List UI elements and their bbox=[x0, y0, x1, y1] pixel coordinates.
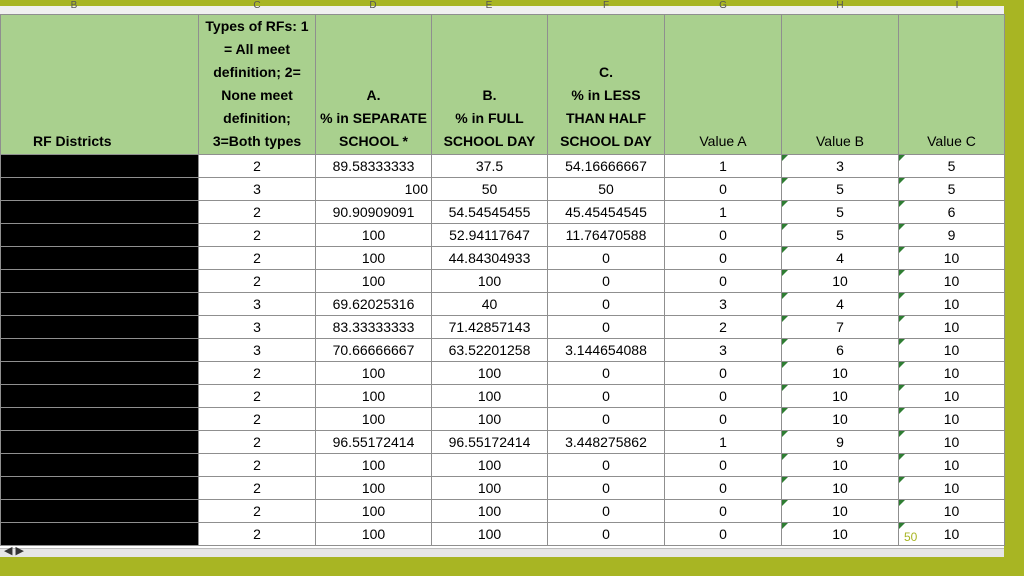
cell-value-b[interactable]: 10 bbox=[782, 385, 899, 408]
cell-value-c[interactable]: 10 bbox=[899, 408, 1005, 431]
table-row bbox=[1, 293, 1005, 316]
redacted-district-cell[interactable] bbox=[1, 224, 199, 247]
cell-pct-full-day[interactable]: 52.94117647 bbox=[432, 224, 548, 247]
header-value-c[interactable]: Value C bbox=[899, 15, 1005, 155]
table-row bbox=[1, 500, 1005, 523]
header-value-a[interactable]: Value A bbox=[665, 15, 782, 155]
cell-rf-type[interactable]: 3 bbox=[199, 178, 316, 201]
header-a-line: A. bbox=[366, 87, 381, 103]
cell-pct-less-half[interactable]: 0 bbox=[548, 454, 665, 477]
cell-pct-full-day[interactable]: 44.84304933 bbox=[432, 247, 548, 270]
cell-pct-full-day[interactable]: 71.42857143 bbox=[432, 316, 548, 339]
table-row bbox=[1, 247, 1005, 270]
cell-value-c[interactable]: 9 bbox=[899, 224, 1005, 247]
cell-rf-type[interactable]: 2 bbox=[199, 431, 316, 454]
cell-value-a[interactable]: 3 bbox=[665, 339, 782, 362]
cell-pct-less-half[interactable]: 0 bbox=[548, 316, 665, 339]
cell-rf-type[interactable]: 2 bbox=[199, 270, 316, 293]
table-row bbox=[1, 316, 1005, 339]
cell-value-c[interactable]: 6 bbox=[899, 201, 1005, 224]
cell-value-c[interactable]: 10 bbox=[899, 385, 1005, 408]
redacted-district-cell[interactable] bbox=[1, 339, 199, 362]
cell-pct-less-half[interactable]: 45.45454545 bbox=[548, 201, 665, 224]
cell-rf-type[interactable]: 2 bbox=[199, 500, 316, 523]
cell-pct-separate[interactable]: 100 bbox=[316, 178, 432, 201]
cell-value-c[interactable]: 10 bbox=[899, 339, 1005, 362]
redacted-district-cell[interactable] bbox=[1, 523, 199, 546]
cell-value-b[interactable]: 3 bbox=[782, 155, 899, 178]
cell-rf-type[interactable]: 2 bbox=[199, 247, 316, 270]
table-body bbox=[1, 155, 1005, 546]
redacted-district-cell[interactable] bbox=[1, 155, 199, 178]
redacted-district-cell[interactable] bbox=[1, 454, 199, 477]
cell-pct-less-half[interactable]: 0 bbox=[548, 385, 665, 408]
cell-value-a[interactable]: 0 bbox=[665, 454, 782, 477]
cell-pct-less-half[interactable]: 3.448275862 bbox=[548, 431, 665, 454]
cell-pct-less-half[interactable]: 0 bbox=[548, 247, 665, 270]
cell-value-a[interactable]: 0 bbox=[665, 362, 782, 385]
cell-value-a[interactable]: 0 bbox=[665, 224, 782, 247]
cell-value-a[interactable]: 0 bbox=[665, 408, 782, 431]
cell-pct-separate[interactable]: 90.90909091 bbox=[316, 201, 432, 224]
cell-value-c[interactable]: 10 bbox=[899, 454, 1005, 477]
cell-pct-separate[interactable]: 69.62025316 bbox=[316, 293, 432, 316]
cell-pct-full-day[interactable]: 50 bbox=[432, 178, 548, 201]
cell-value-c[interactable]: 10 bbox=[899, 523, 1005, 546]
cell-value-b[interactable]: 4 bbox=[782, 247, 899, 270]
cell-pct-separate[interactable]: 100 bbox=[316, 385, 432, 408]
table-row bbox=[1, 523, 1005, 546]
header-b-line: B. bbox=[482, 87, 497, 103]
redacted-district-cell[interactable] bbox=[1, 316, 199, 339]
header-c-line: C. bbox=[599, 64, 613, 80]
cell-pct-separate[interactable]: 100 bbox=[316, 408, 432, 431]
header-c-line: THAN HALF bbox=[565, 110, 647, 126]
cell-rf-type[interactable]: 2 bbox=[199, 477, 316, 500]
cell-pct-separate[interactable]: 96.55172414 bbox=[316, 431, 432, 454]
redacted-district-cell[interactable] bbox=[1, 362, 199, 385]
cell-value-c[interactable]: 10 bbox=[899, 270, 1005, 293]
cell-rf-type[interactable]: 2 bbox=[199, 155, 316, 178]
cell-pct-full-day[interactable]: 100 bbox=[432, 454, 548, 477]
cell-pct-full-day[interactable]: 100 bbox=[432, 362, 548, 385]
table-row bbox=[1, 270, 1005, 293]
redacted-district-cell[interactable] bbox=[1, 431, 199, 454]
cell-value-a[interactable]: 0 bbox=[665, 178, 782, 201]
column-letter[interactable]: H bbox=[836, 0, 844, 11]
header-row bbox=[1, 15, 1005, 155]
table-row bbox=[1, 178, 1005, 201]
column-letter[interactable]: I bbox=[955, 0, 959, 11]
redacted-district-cell[interactable] bbox=[1, 477, 199, 500]
column-letter[interactable]: D bbox=[369, 0, 377, 11]
redacted-district-cell[interactable] bbox=[1, 408, 199, 431]
cell-pct-less-half[interactable]: 0 bbox=[548, 500, 665, 523]
cell-value-c[interactable]: 10 bbox=[899, 362, 1005, 385]
redacted-district-cell[interactable] bbox=[1, 178, 199, 201]
cell-value-a[interactable]: 1 bbox=[665, 201, 782, 224]
cell-pct-less-half[interactable]: 0 bbox=[548, 523, 665, 546]
cell-value-c[interactable]: 10 bbox=[899, 293, 1005, 316]
header-types-of-rfs[interactable]: Types of RFs: 1 = All meet definition; 2= None meet definition; 3=Both types bbox=[199, 15, 316, 155]
data-table bbox=[0, 14, 1005, 546]
cell-rf-type[interactable]: 2 bbox=[199, 201, 316, 224]
cell-value-a[interactable]: 0 bbox=[665, 270, 782, 293]
cell-value-b[interactable]: 10 bbox=[782, 270, 899, 293]
cell-value-b[interactable]: 5 bbox=[782, 178, 899, 201]
cell-pct-separate[interactable]: 100 bbox=[316, 224, 432, 247]
table-row bbox=[1, 477, 1005, 500]
cell-rf-type[interactable]: 2 bbox=[199, 523, 316, 546]
sheet-tab-bar[interactable] bbox=[0, 545, 1004, 557]
cell-rf-type[interactable]: 3 bbox=[199, 316, 316, 339]
cell-value-b[interactable]: 5 bbox=[782, 201, 899, 224]
cell-value-b[interactable]: 10 bbox=[782, 362, 899, 385]
cell-pct-full-day[interactable]: 100 bbox=[432, 270, 548, 293]
sheet-tab-nav-icon[interactable]: ◀ ▶ bbox=[4, 545, 24, 557]
cell-rf-type[interactable]: 2 bbox=[199, 408, 316, 431]
cell-value-b[interactable]: 9 bbox=[782, 431, 899, 454]
cell-value-b[interactable]: 6 bbox=[782, 339, 899, 362]
header-c-line: SCHOOL DAY bbox=[560, 133, 652, 149]
cell-value-b[interactable]: 7 bbox=[782, 316, 899, 339]
redacted-district-cell[interactable] bbox=[1, 385, 199, 408]
cell-pct-less-half[interactable]: 50 bbox=[548, 178, 665, 201]
cell-value-c[interactable]: 5 bbox=[899, 178, 1005, 201]
table-row bbox=[1, 408, 1005, 431]
cell-pct-separate[interactable]: 100 bbox=[316, 454, 432, 477]
cell-value-b[interactable]: 4 bbox=[782, 293, 899, 316]
page-number: 50 bbox=[904, 530, 918, 544]
header-a-line: SCHOOL * bbox=[339, 133, 408, 149]
redacted-district-cell[interactable] bbox=[1, 201, 199, 224]
cell-pct-separate[interactable]: 100 bbox=[316, 500, 432, 523]
header-b[interactable] bbox=[432, 15, 548, 155]
cell-pct-separate[interactable]: 100 bbox=[316, 523, 432, 546]
cell-pct-separate[interactable]: 100 bbox=[316, 247, 432, 270]
table-row bbox=[1, 224, 1005, 247]
cell-pct-full-day[interactable]: 100 bbox=[432, 500, 548, 523]
cell-rf-type[interactable]: 2 bbox=[199, 385, 316, 408]
table-row bbox=[1, 362, 1005, 385]
cell-rf-type[interactable]: 3 bbox=[199, 339, 316, 362]
cell-pct-separate[interactable]: 100 bbox=[316, 362, 432, 385]
cell-pct-full-day[interactable]: 100 bbox=[432, 385, 548, 408]
table-row bbox=[1, 339, 1005, 362]
header-a-line: % in SEPARATE bbox=[320, 110, 427, 126]
header-c-line: % in LESS bbox=[571, 87, 641, 103]
table-row bbox=[1, 201, 1005, 224]
table-row bbox=[1, 155, 1005, 178]
cell-value-c[interactable]: 10 bbox=[899, 500, 1005, 523]
cell-value-c[interactable]: 5 bbox=[899, 155, 1005, 178]
cell-pct-full-day[interactable]: 100 bbox=[432, 477, 548, 500]
cell-value-a[interactable]: 1 bbox=[665, 155, 782, 178]
cell-value-b[interactable]: 10 bbox=[782, 500, 899, 523]
table-row bbox=[1, 431, 1005, 454]
cell-pct-separate[interactable]: 70.66666667 bbox=[316, 339, 432, 362]
column-letter[interactable]: E bbox=[485, 0, 493, 11]
header-b-line: % in FULL bbox=[455, 110, 524, 126]
cell-value-b[interactable]: 10 bbox=[782, 523, 899, 546]
cell-rf-type[interactable]: 2 bbox=[199, 454, 316, 477]
cell-pct-less-half[interactable]: 0 bbox=[548, 362, 665, 385]
cell-pct-less-half[interactable]: 0 bbox=[548, 477, 665, 500]
cell-pct-full-day[interactable]: 96.55172414 bbox=[432, 431, 548, 454]
table-row bbox=[1, 454, 1005, 477]
cell-value-a[interactable]: 0 bbox=[665, 523, 782, 546]
cell-value-b[interactable]: 10 bbox=[782, 454, 899, 477]
cell-value-b[interactable]: 10 bbox=[782, 477, 899, 500]
cell-value-a[interactable]: 0 bbox=[665, 500, 782, 523]
cell-pct-less-half[interactable]: 0 bbox=[548, 293, 665, 316]
header-rf-districts[interactable]: RF Districts bbox=[1, 15, 199, 155]
cell-value-a[interactable]: 0 bbox=[665, 477, 782, 500]
cell-value-a[interactable]: 3 bbox=[665, 293, 782, 316]
cell-pct-full-day[interactable]: 40 bbox=[432, 293, 548, 316]
header-b-line: SCHOOL DAY bbox=[443, 133, 536, 149]
cell-pct-less-half[interactable]: 0 bbox=[548, 408, 665, 431]
cell-pct-separate[interactable]: 100 bbox=[316, 477, 432, 500]
cell-value-c[interactable]: 10 bbox=[899, 431, 1005, 454]
cell-value-b[interactable]: 5 bbox=[782, 224, 899, 247]
cell-rf-type[interactable]: 2 bbox=[199, 362, 316, 385]
header-value-b[interactable]: Value B bbox=[782, 15, 899, 155]
cell-value-a[interactable]: 0 bbox=[665, 385, 782, 408]
cell-pct-less-half[interactable]: 54.16666667 bbox=[548, 155, 665, 178]
column-letter[interactable]: F bbox=[602, 0, 610, 11]
cell-value-c[interactable]: 10 bbox=[899, 477, 1005, 500]
redacted-district-cell[interactable] bbox=[1, 270, 199, 293]
header-a[interactable] bbox=[316, 15, 432, 155]
cell-pct-separate[interactable]: 83.33333333 bbox=[316, 316, 432, 339]
cell-rf-type[interactable]: 3 bbox=[199, 293, 316, 316]
cell-pct-full-day[interactable]: 63.52201258 bbox=[432, 339, 548, 362]
redacted-district-cell[interactable] bbox=[1, 247, 199, 270]
column-letter[interactable]: B bbox=[70, 0, 78, 11]
cell-pct-full-day[interactable]: 100 bbox=[432, 408, 548, 431]
cell-rf-type[interactable]: 2 bbox=[199, 224, 316, 247]
cell-pct-less-half[interactable]: 11.76470588 bbox=[548, 224, 665, 247]
cell-pct-separate[interactable]: 89.58333333 bbox=[316, 155, 432, 178]
cell-value-b[interactable]: 10 bbox=[782, 408, 899, 431]
cell-pct-full-day[interactable]: 54.54545455 bbox=[432, 201, 548, 224]
cell-value-c[interactable]: 10 bbox=[899, 247, 1005, 270]
table-row bbox=[1, 385, 1005, 408]
redacted-district-cell[interactable] bbox=[1, 293, 199, 316]
cell-pct-full-day[interactable]: 37.5 bbox=[432, 155, 548, 178]
cell-value-c[interactable]: 10 bbox=[899, 316, 1005, 339]
column-letter[interactable]: G bbox=[719, 0, 727, 11]
cell-value-a[interactable]: 2 bbox=[665, 316, 782, 339]
column-letter[interactable]: C bbox=[253, 0, 261, 11]
cell-pct-less-half[interactable]: 3.144654088 bbox=[548, 339, 665, 362]
cell-pct-separate[interactable]: 100 bbox=[316, 270, 432, 293]
header-c[interactable] bbox=[548, 15, 665, 155]
redacted-district-cell[interactable] bbox=[1, 500, 199, 523]
cell-pct-full-day[interactable]: 100 bbox=[432, 523, 548, 546]
cell-value-a[interactable]: 1 bbox=[665, 431, 782, 454]
cell-value-a[interactable]: 0 bbox=[665, 247, 782, 270]
cell-pct-less-half[interactable]: 0 bbox=[548, 270, 665, 293]
